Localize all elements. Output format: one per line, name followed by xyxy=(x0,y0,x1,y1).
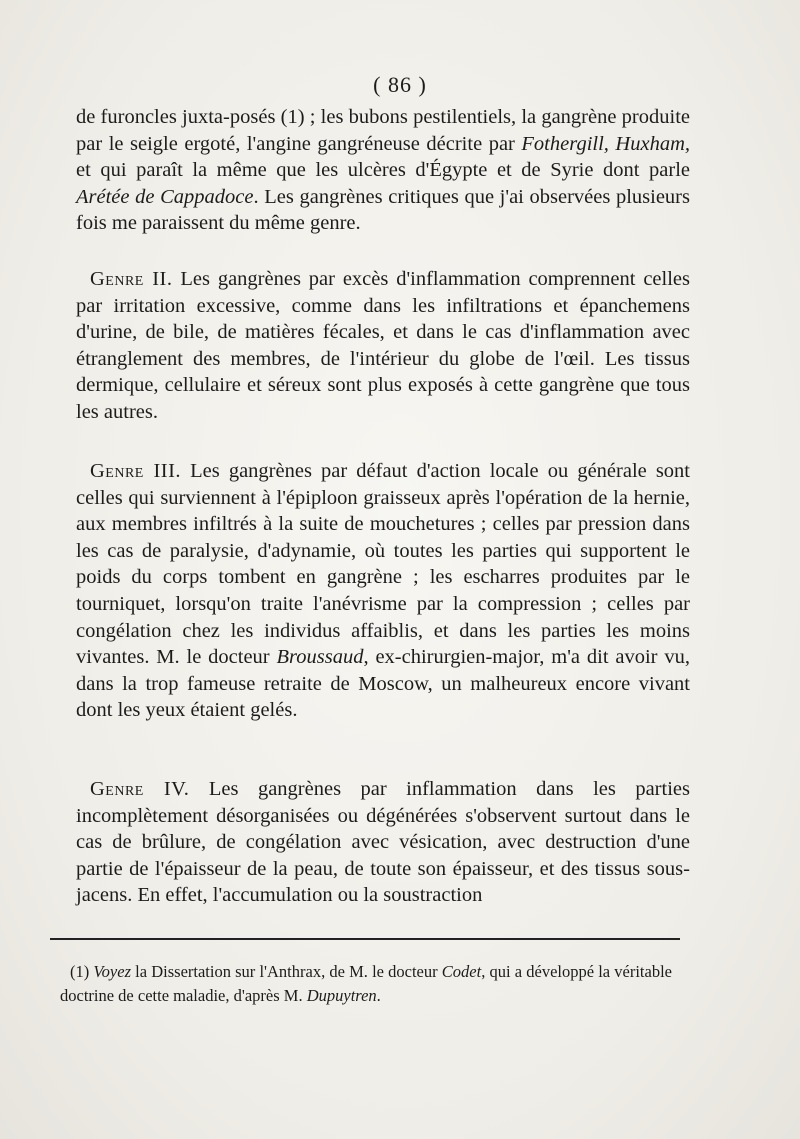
genre-heading: Genre IV. xyxy=(90,778,190,800)
text-run: la Dissertation sur l'Anthrax, de M. le docteur xyxy=(131,962,442,981)
italic-name: Codet xyxy=(441,962,482,981)
italic-name: Fothergill, Huxham, xyxy=(521,132,691,155)
text-run: , qui a développé la véritable doctrine de cette maladie, d'après M. xyxy=(60,962,672,1005)
paragraph-continuation xyxy=(76,104,690,237)
text-run: Les gangrènes par inflammation dans les parties incomplètement désorganisées ou dégénérées s'observent surtout dans le cas de brûlure, de congélation avec vésication, avec destruction d'une partie de l'épaisseur de la peau, de toute son épaisseur, et des tissus sous-jacens. En effet, l'accumulation ou la soustraction xyxy=(76,778,690,907)
paragraph-genre-2 xyxy=(76,266,690,426)
genre-heading: Genre III. xyxy=(90,460,182,482)
footnote-marker: (1) xyxy=(70,962,90,981)
text-run: . xyxy=(376,986,381,1005)
text-run: Les gangrènes par excès d'inflammation comprennent celles par irritation excessive, comme dans les infiltrations et épanchemens d'urine, de bile, de matières fécales, et dans le cas d'inflammation avec étranglement des membres, de l'intérieur du globe de l'œil. Les tissus dermique, cellulaire et séreux sont plus exposés à cette gangrène que tous les autres. xyxy=(76,268,690,423)
page-number: ( 86 ) xyxy=(373,72,427,97)
italic-name: Broussaud xyxy=(276,646,364,669)
text-run: Les gangrènes par défaut d'action locale ou générale sont celles qui surviennent à l'épiploon graisseux après l'opération de la hernie, aux membres infiltrés à la suite de mouchetures ; celles par pression dans les cas de paralysie, d'adynamie, où toutes les parties qui supportent le poids du corps tombent en gangrène ; les escharres produites par le tourniquet, lorsqu'on traite l'anévrisme par la compression ; celles par congélation chez les individus affaiblis, et dans les parties les moins vivantes. M. le docteur xyxy=(76,460,690,669)
footnote xyxy=(60,960,672,1008)
footnote-divider xyxy=(50,938,680,940)
italic-word: Voyez xyxy=(93,962,131,981)
text-run: , ex-chirurgien-major, m'a dit avoir vu, dans la trop fameuse retraite de Moscow, un malheureux encore vivant dont les yeux étaient gelés. xyxy=(76,646,690,722)
text-run: de furoncles juxta-posés (1) ; les bubons pestilentiels, la gangrène produite par le seigle ergoté, l'angine gangréneuse décrite par xyxy=(76,106,690,155)
text-run: . Les gangrènes critiques que j'ai observées plusieurs fois me paraissent du même genre. xyxy=(76,185,690,235)
text-run: et qui paraît la même que les ulcères d'Égypte et de Syrie dont parle xyxy=(76,159,690,182)
paragraph-genre-3 xyxy=(76,458,690,724)
italic-name: Arétée de Cappadoce xyxy=(76,185,254,208)
genre-heading: Genre II. xyxy=(90,268,173,290)
paragraph-genre-4 xyxy=(76,776,690,909)
italic-name: Dupuytren xyxy=(306,986,377,1005)
